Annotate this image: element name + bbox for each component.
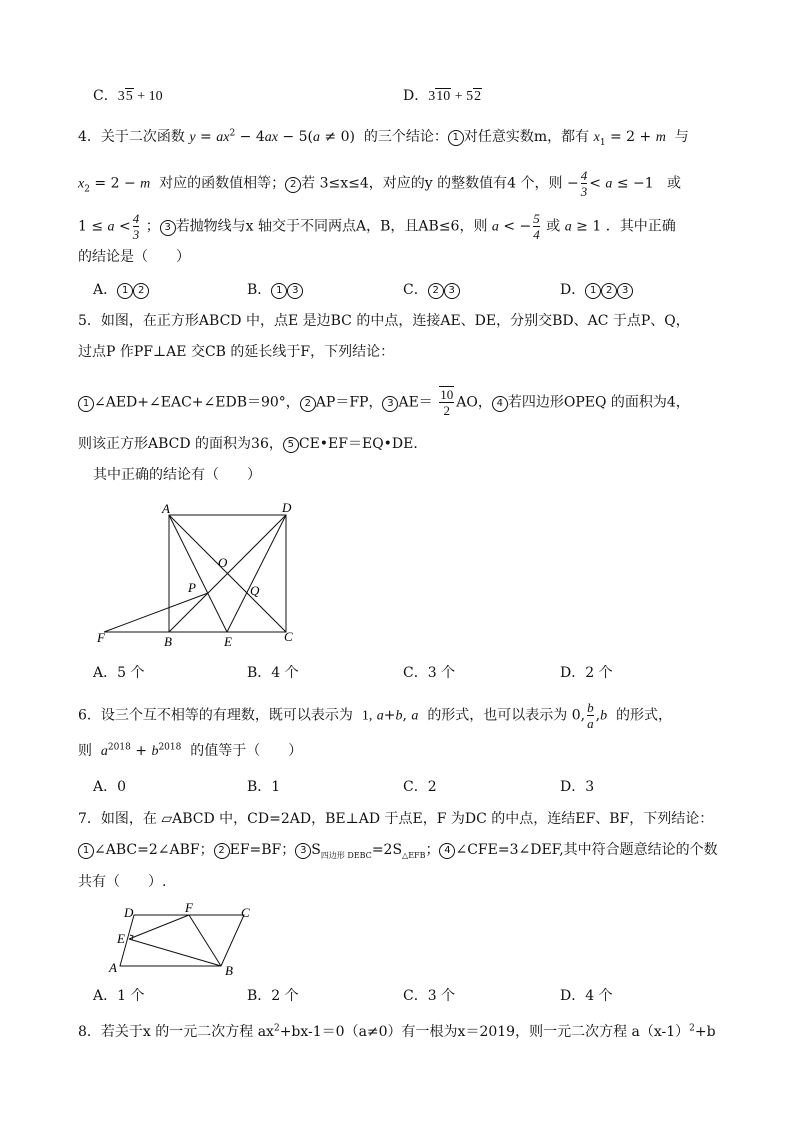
- q5-option-a[interactable]: A．5 个: [93, 665, 145, 681]
- q7-line-2: 1 ∠ABC=2∠ABF； 2 EF=BF； 3 $S_{四边形 DEBC}=2S_{\triangle EFB}$； 4 ∠CFE=3∠DEF,其中符合题意结论的个数: [78, 840, 718, 860]
- q4-option-d[interactable]: D． 1 2 3: [560, 280, 633, 300]
- q4-line-2: $x_2 = 2 - m$ 对应的函数值相等； 2 若 3≤x≤4，对应的y 的整数值有4 个，则 − $\frac{4}{3}$ < a ≤ −1 或: [78, 168, 681, 199]
- label-d: D: [282, 500, 292, 515]
- q6-option-a[interactable]: A．0: [93, 779, 127, 795]
- q6-option-c[interactable]: C．2: [403, 779, 437, 795]
- label-c: C: [241, 905, 250, 920]
- q4-option-c[interactable]: C． 2 3: [403, 280, 460, 300]
- label-b: B: [225, 963, 233, 978]
- segment-be: [129, 939, 221, 966]
- q6-line-2: 则 $a^{2018} + b^{2018}$ 的值等于（ ）: [78, 742, 303, 759]
- q5-option-c[interactable]: C．3 个: [403, 665, 456, 681]
- q7-option-a[interactable]: A．1 个: [93, 988, 145, 1004]
- circle-1-icon: 1: [448, 130, 464, 146]
- q7-option-d[interactable]: D．4 个: [560, 988, 613, 1004]
- label-f: F: [97, 630, 105, 645]
- q5-line-2: 过点P 作PF⊥AE 交CB 的延长线于F，下列结论：: [78, 344, 395, 360]
- label-q: Q: [250, 583, 260, 598]
- q5-square-figure: [90, 498, 310, 650]
- q6-line-1: 6．设三个互不相等的有理数，既可以表示为 1, a+b, a 的形式，也可以表示为 0, $\frac{b}{a}$ ,b 的形式，: [78, 700, 672, 731]
- q7-option-c[interactable]: C．3 个: [403, 988, 456, 1004]
- q4-line-4: 的结论是（ ）: [78, 249, 190, 265]
- q4-line-1: 4．关于二次函数 $y = ax^2 - 4ax - 5(a \ne 0)$ 的三个结论： 1 对任意实数m，都有 $x_1 = 2 + m$ 与: [78, 128, 689, 148]
- q5-option-d[interactable]: D．2 个: [560, 665, 613, 681]
- q6-option-d[interactable]: D．3: [560, 779, 595, 795]
- label-f: F: [185, 902, 193, 915]
- segment-ae: [169, 515, 227, 632]
- q5-option-b[interactable]: B．4 个: [247, 665, 299, 681]
- q4-option-b[interactable]: B． 1 3: [247, 280, 303, 300]
- circle-2-icon: 2: [285, 177, 301, 193]
- circle-3-icon: 3: [160, 220, 176, 236]
- q4-line-3: 1 ≤ a < $\frac{4}{3}$ ； 3 若抛物线与x 轴交于不同两点A，B，且AB≤6，则 a < − $\frac{5}{4}$ 或 a ≥ 1 ．其中正确: [78, 211, 676, 242]
- q8-line-1: 8．若关于x 的一元二次方程 $ax^2+bx-1=0(a\ne 0)$有一根为x＝2019，则一元二次方程 $a(x-1)^2+b$: [78, 1023, 716, 1040]
- label-a: A: [109, 960, 117, 975]
- q7-line-1: 7．如图，在 ▱ABCD 中，CD=2AD，BE⊥AD 于点E，F 为DC 的中点，连结EF、BF，下列结论：: [78, 811, 714, 827]
- segment-de: [227, 515, 286, 632]
- q7-line-3: 共有（ ）.: [78, 874, 167, 890]
- q6-option-b[interactable]: B．1: [247, 779, 281, 795]
- label-p: P: [188, 580, 196, 595]
- q5-line-3: 1 ∠AED+∠EAC+∠EDB＝90°， 2 AP＝FP， 3 AE＝ $\frac{10}{2}$ AO， 4 若四边形OPEQ 的面积为4，: [78, 387, 690, 418]
- q7-option-b[interactable]: B．2 个: [247, 988, 299, 1004]
- q5-line-5: 其中正确的结论有（ ）: [93, 467, 261, 483]
- q4-option-a[interactable]: A． 1 2: [93, 280, 149, 300]
- q3-option-d[interactable]: D．310 + 52: [403, 88, 482, 104]
- label-o: O: [218, 555, 228, 570]
- q3-option-c[interactable]: C．35 + 10: [93, 88, 163, 104]
- segment-fp: [104, 593, 208, 632]
- q5-line-4: 则该正方形ABCD 的面积为36， 5 CE•EF＝EQ•DE．: [78, 436, 428, 452]
- label-e: E: [117, 931, 125, 946]
- q7-parallelogram-figure: [105, 902, 265, 982]
- label-a: A: [162, 501, 170, 516]
- parallelogram-abcd: [120, 915, 244, 966]
- label-c: C: [284, 629, 293, 644]
- q5-line-1: 5．如图，在正方形ABCD 中，点E 是边BC 的中点，连接AE、DE，分别交BD、AC 于点P、Q，: [78, 313, 690, 329]
- label-d: D: [124, 905, 134, 920]
- label-e: E: [224, 634, 232, 649]
- label-b: B: [164, 634, 172, 649]
- segment-ef: [129, 915, 189, 939]
